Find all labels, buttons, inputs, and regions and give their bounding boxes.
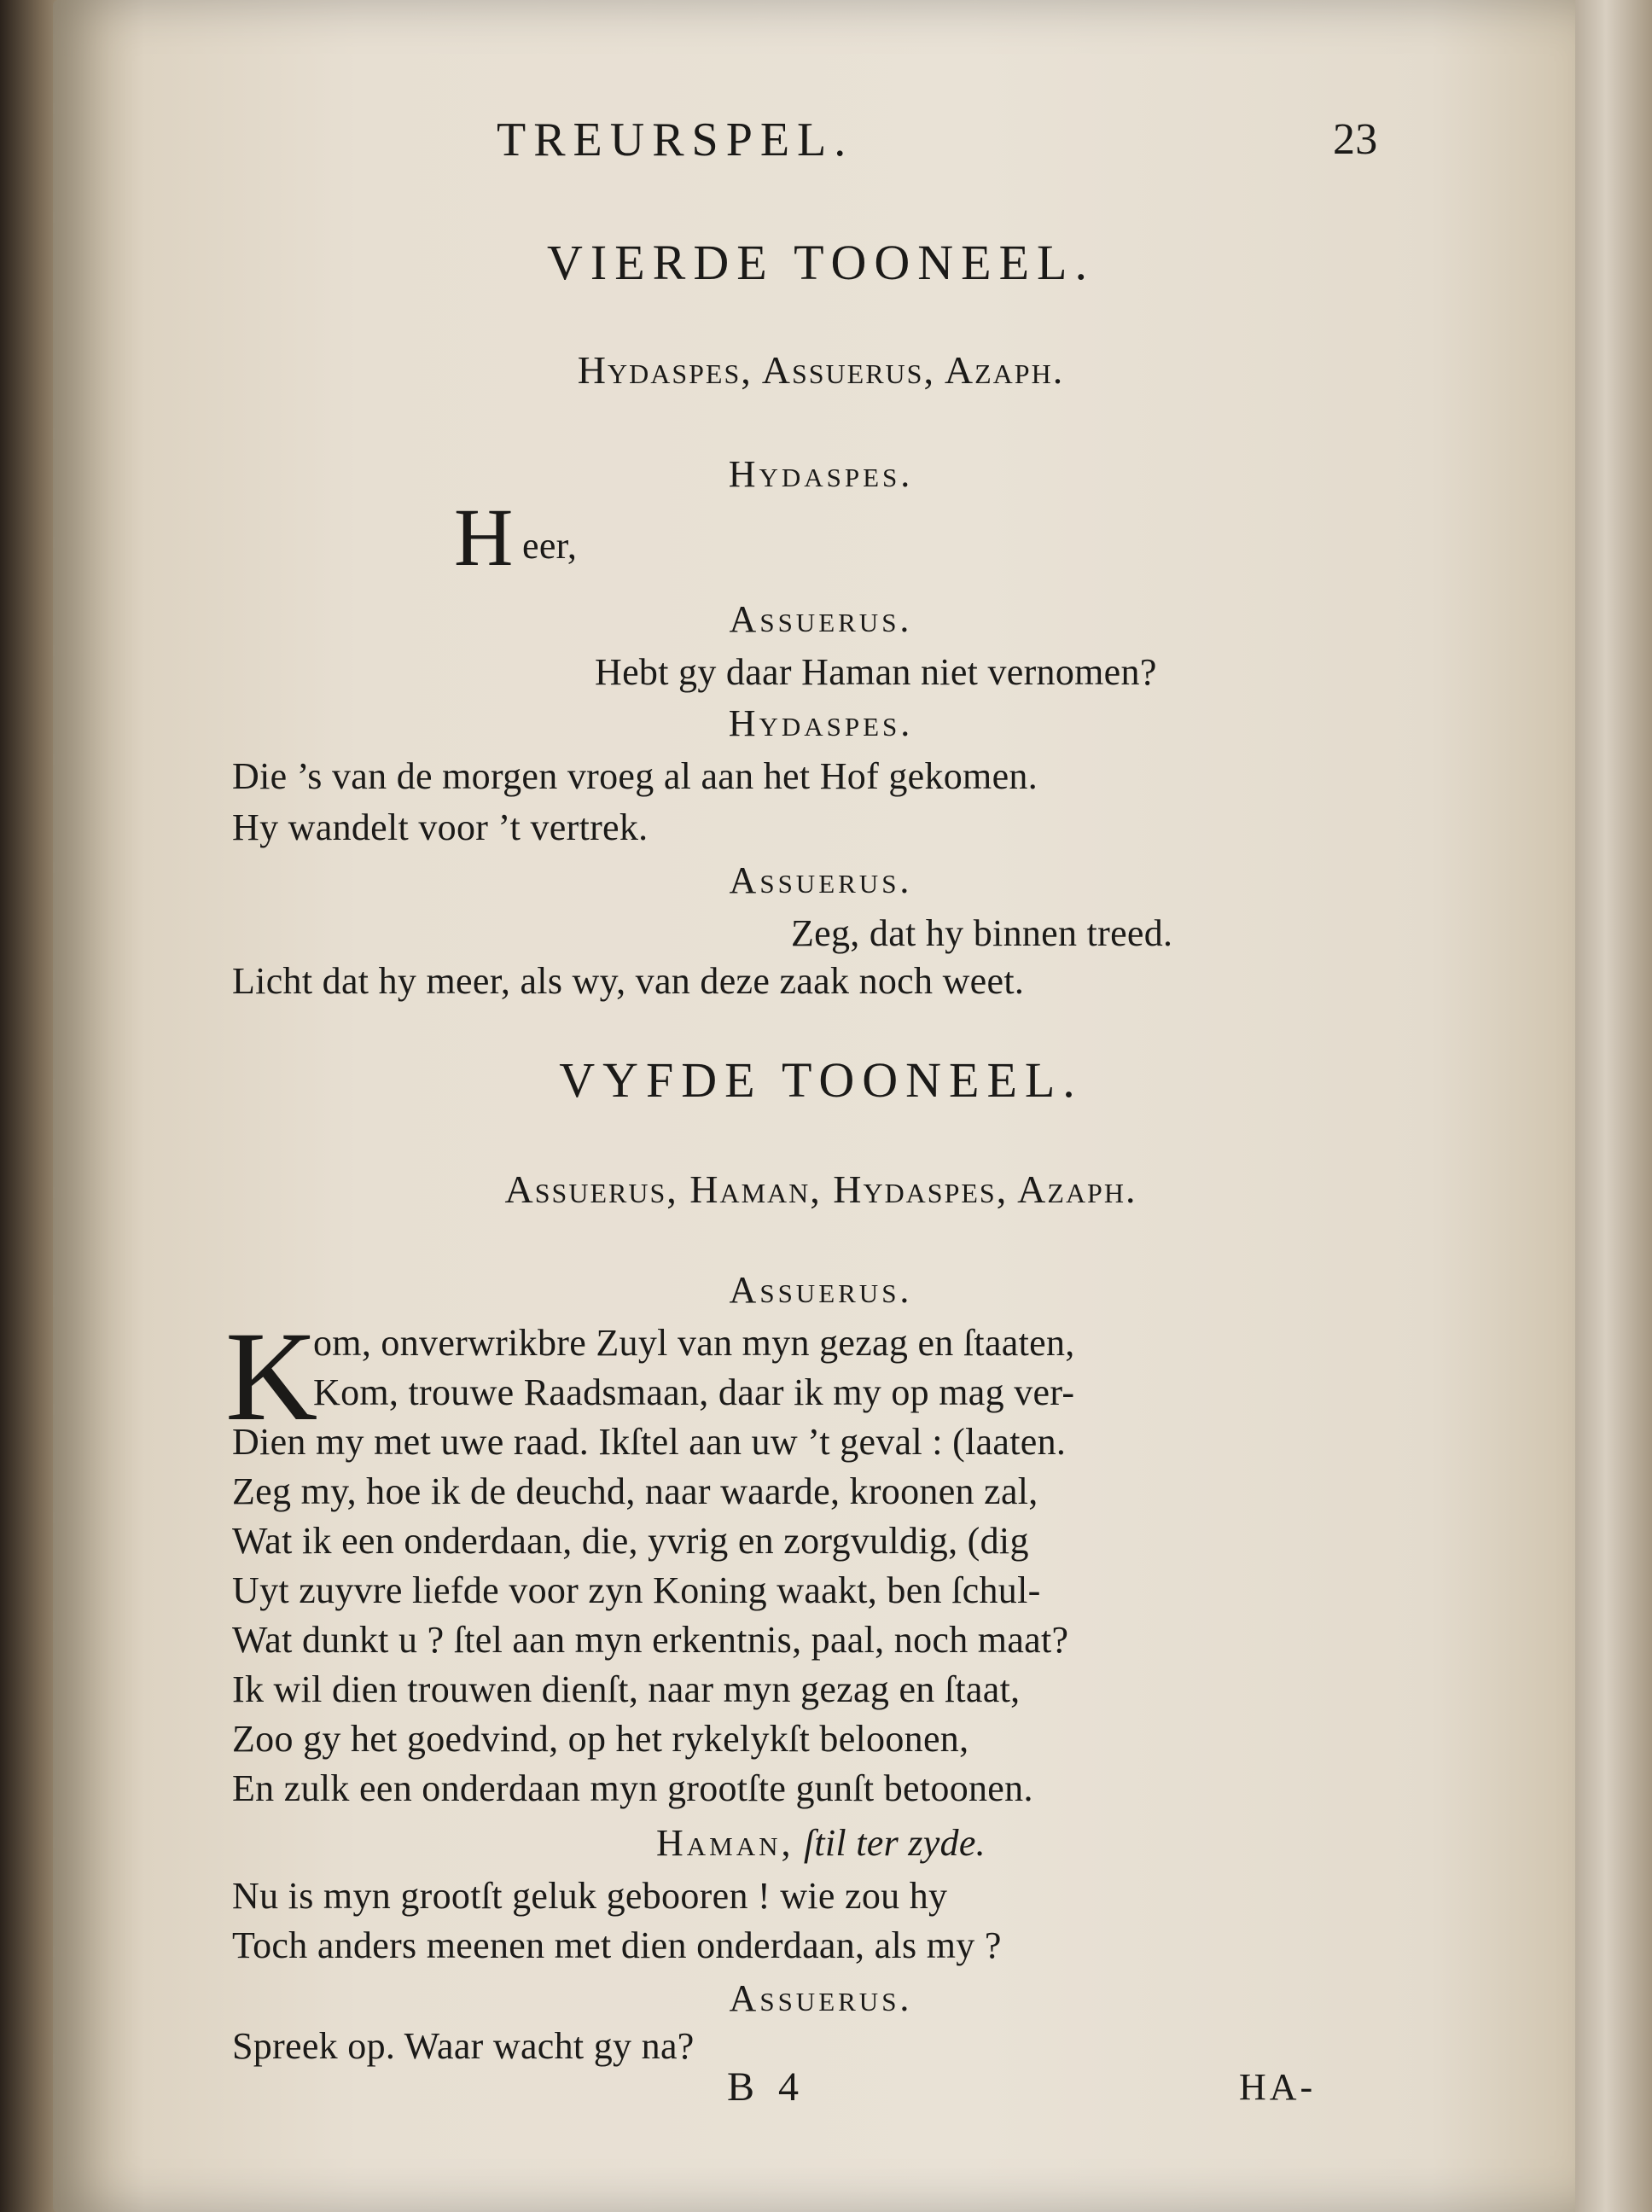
speech-line: Zeg my, hoe ik de deuchd, naar waarde, kroonen zal, bbox=[232, 1470, 1038, 1512]
speaker-haman: Haman, bbox=[656, 1822, 794, 1864]
stage-direction: ſtil ter zyde. bbox=[803, 1822, 986, 1864]
initial-letter-h: H bbox=[454, 492, 514, 583]
speech-line: Toch anders meenen met dien onderdaan, als my ? bbox=[232, 1924, 1002, 1966]
speech-line: Zeg, dat hy binnen treed. bbox=[791, 912, 1173, 954]
speech-line: Die ’s van de morgen vroeg al aan het Hof gekomen. bbox=[232, 755, 1038, 797]
speech-line: Wat dunkt u ? ſtel aan myn erkentnis, paal, noch maat? bbox=[232, 1619, 1069, 1661]
text-block bbox=[225, 0, 1410, 2212]
scene-4-title: VIERDE TOONEEL. bbox=[547, 235, 1095, 290]
speech-line: Ik wil dien trouwen dienſt, naar myn gezag en ſtaat, bbox=[232, 1668, 1021, 1710]
speech-line: Hy wandelt voor ’t vertrek. bbox=[232, 806, 649, 848]
speech-line: Kom, trouwe Raadsmaan, daar ik my op mag ver- bbox=[313, 1371, 1075, 1413]
scene-5-cast: Assuerus, Haman, Hydaspes, Azaph. bbox=[504, 1167, 1137, 1211]
speech-line: Licht dat hy meer, als wy, van deze zaak noch weet. bbox=[232, 960, 1025, 1002]
speech-line: Hebt gy daar Haman niet vernomen? bbox=[595, 651, 1157, 693]
book-page bbox=[53, 0, 1585, 2212]
scene-5-title: VYFDE TOONEEL. bbox=[559, 1052, 1083, 1108]
speaker-assuerus: Assuerus. bbox=[729, 1977, 913, 2019]
speech-line: Zoo gy het goedvind, op het rykelykſt beloonen, bbox=[232, 1718, 969, 1760]
speech-line: Nu is myn grootſt geluk gebooren ! wie zou hy bbox=[232, 1875, 948, 1917]
scene-4-cast: Hydaspes, Assuerus, Azaph. bbox=[577, 348, 1065, 392]
running-head: TREURSPEL. bbox=[497, 114, 854, 166]
background-cloth bbox=[1575, 0, 1652, 2212]
signature-mark: B 4 bbox=[727, 2064, 806, 2110]
speaker-assuerus: Assuerus. bbox=[729, 598, 913, 640]
speech-line: Spreek op. Waar wacht gy na? bbox=[232, 2025, 695, 2067]
speech-line: om, onverwrikbre Zuyl van myn gezag en ſtaaten, bbox=[313, 1322, 1075, 1364]
catchword: HA- bbox=[1239, 2066, 1317, 2108]
page-number: 23 bbox=[1333, 115, 1378, 164]
speaker-assuerus: Assuerus. bbox=[729, 1269, 913, 1311]
speaker-hydaspes: Hydaspes. bbox=[728, 453, 914, 495]
speech-line: Dien my met uwe raad. Ikſtel aan uw ’t geval : (laaten. bbox=[232, 1421, 1067, 1463]
speech-line: Wat ik een onderdaan, die, yvrig en zorgvuldig, (dig bbox=[232, 1520, 1029, 1562]
speech-line: eer, bbox=[522, 525, 578, 567]
speaker-assuerus: Assuerus. bbox=[729, 859, 913, 901]
speaker-hydaspes: Hydaspes. bbox=[728, 702, 914, 744]
speech-line: Uyt zuyvre liefde voor zyn Koning waakt, ben ſchul- bbox=[232, 1569, 1041, 1611]
speech-line: En zulk een onderdaan myn grootſte gunſt betoonen. bbox=[232, 1767, 1033, 1809]
speaker-haman-line bbox=[232, 1821, 1410, 1866]
initial-letter-k: K bbox=[225, 1306, 318, 1447]
